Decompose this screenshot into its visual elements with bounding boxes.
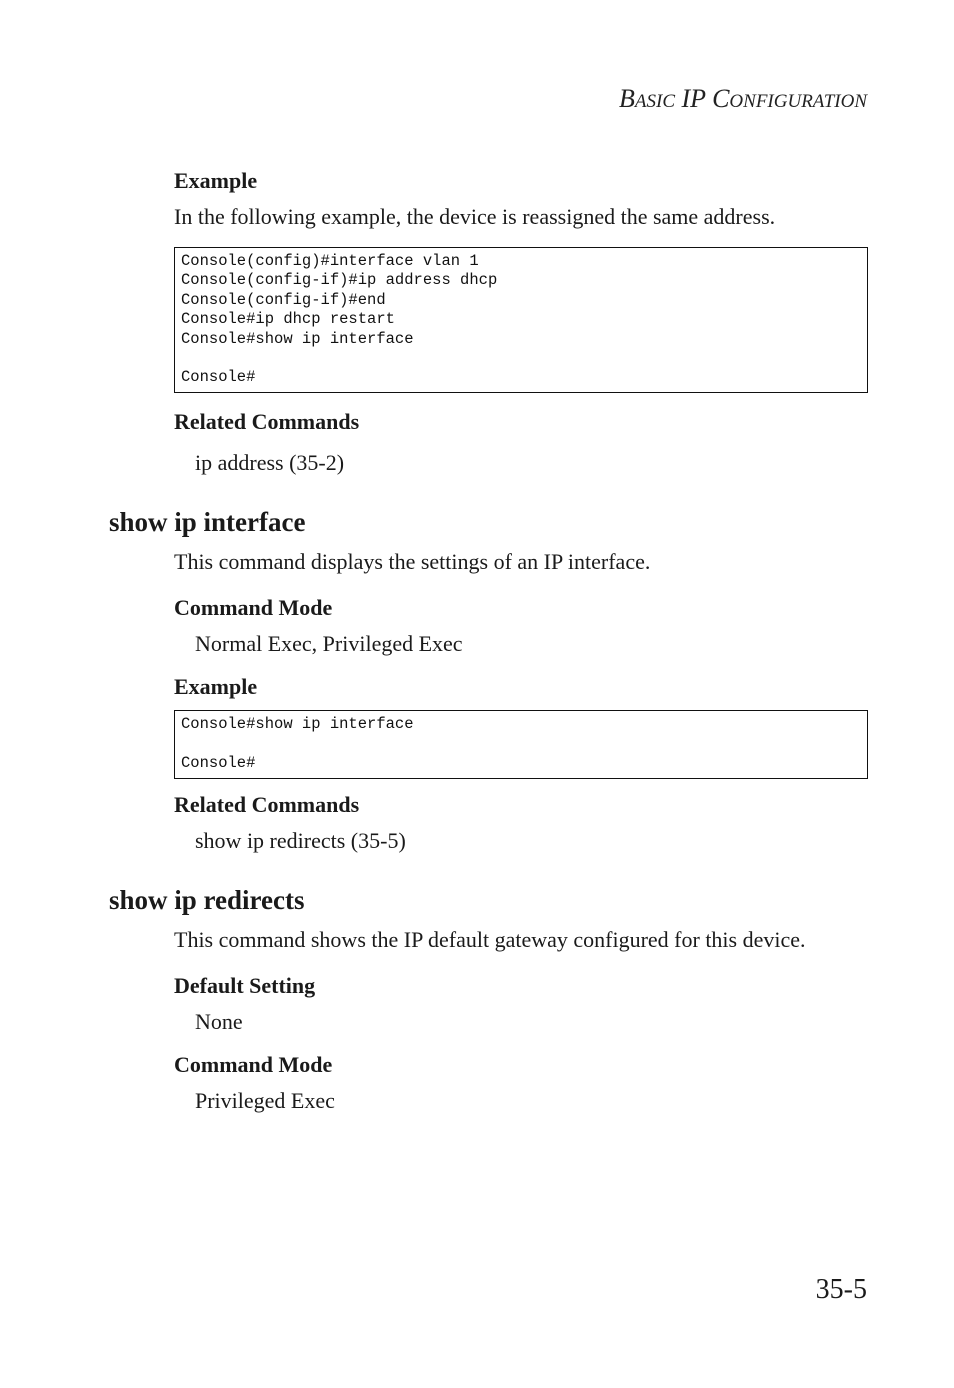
- example-heading: Example: [174, 674, 258, 699]
- running-header-b: B: [619, 84, 635, 113]
- running-header-c: C: [712, 84, 730, 113]
- page-number: 35-5: [815, 1274, 867, 1305]
- default-setting-value: None: [195, 1009, 243, 1034]
- related-commands-heading: Related Commands: [174, 409, 360, 434]
- related-command-item: ip address (35-2): [195, 450, 345, 475]
- related-command-item: show ip redirects (35-5): [195, 828, 406, 853]
- command-mode-value: Normal Exec, Privileged Exec: [195, 631, 463, 656]
- example-text: In the following example, the device is reassigned the same address.: [174, 204, 776, 229]
- running-header-ip: IP: [675, 84, 713, 113]
- section-description: This command shows the IP default gateway configured for this device.: [174, 927, 806, 952]
- section-title-show-ip-redirects: show ip redirects: [109, 885, 305, 915]
- running-header-onfiguration: ONFIGURATION: [729, 91, 867, 112]
- code-line: Console#ip dhcp restart: [181, 310, 395, 329]
- related-commands-heading: Related Commands: [174, 792, 360, 817]
- code-block: [174, 247, 868, 393]
- section-description: This command displays the settings of an IP interface.: [174, 549, 651, 574]
- code-line: Console#: [181, 368, 256, 387]
- command-mode-heading: Command Mode: [174, 595, 333, 620]
- command-mode-heading: Command Mode: [174, 1052, 333, 1077]
- code-line: Console(config)#interface vlan 1: [181, 252, 479, 270]
- running-header-asic: ASIC: [634, 91, 675, 112]
- code-line: Console#show ip interface: [181, 715, 414, 733]
- example-heading: Example: [174, 168, 258, 193]
- command-mode-value: Privileged Exec: [195, 1088, 335, 1113]
- section-title-show-ip-interface: show ip interface: [109, 507, 306, 537]
- code-block: [174, 710, 868, 779]
- default-setting-heading: Default Setting: [174, 973, 316, 998]
- code-line: Console(config-if)#ip address dhcp: [181, 271, 498, 290]
- code-line: Console#: [181, 753, 256, 772]
- running-header: [619, 84, 867, 114]
- code-line: Console#show ip interface: [181, 329, 414, 348]
- code-line: Console(config-if)#end: [181, 290, 386, 309]
